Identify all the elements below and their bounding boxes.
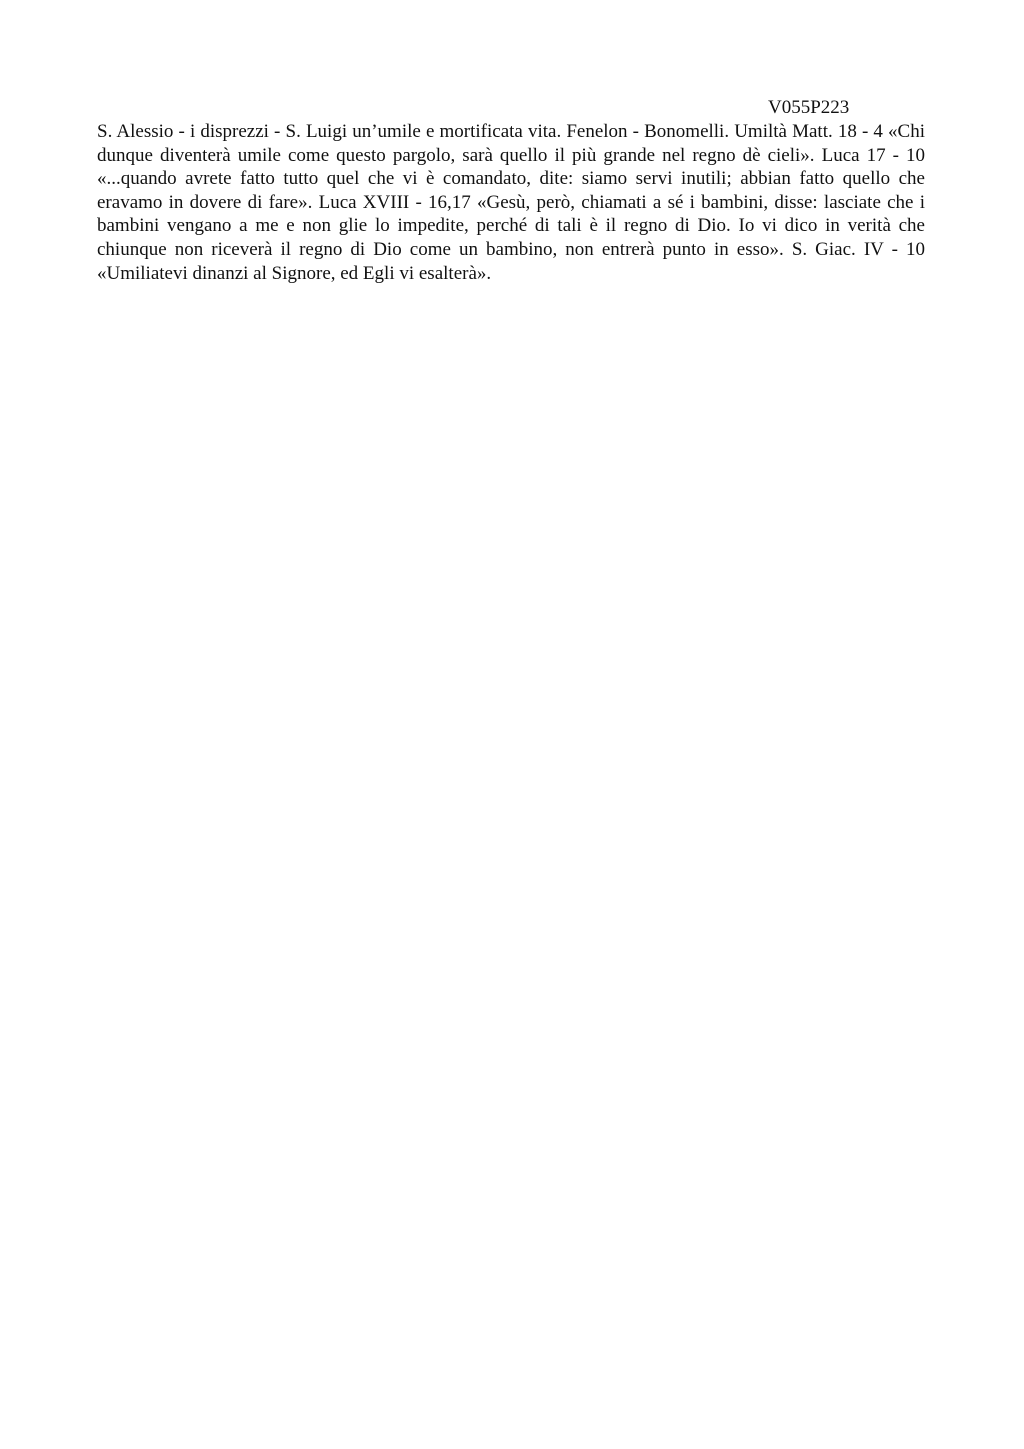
body-paragraph: S. Alessio - i disprezzi - S. Luigi un’umile e mortificata vita. Fenelon - Bonomelli. Umiltà Matt. 18 - 4 «Chi dunque diventerà umile come questo pargolo, sarà quello il più grande nel regno dè cieli». Luca 17 - 10 «...quando avrete fatto tutto quel che vi è comandato, dite: siamo servi inutili; abbian fatto quello che eravamo in dovere di fare». Luca XVIII - 16,17 «Gesù, però, chiamati a sé i bambini, disse: lasciate che i bambini vengano a me e non glie lo impedite, perché di tali è il regno di Dio. Io vi dico in verità che chiunque non riceverà il regno di Dio come un bambino, non entrerà punto in esso». S. Giac. IV - 10 «Umiliatevi dinanzi al Signore, ed Egli vi esalterà». xyxy=(97,121,925,284)
page-identifier: V055P223 xyxy=(768,97,850,118)
